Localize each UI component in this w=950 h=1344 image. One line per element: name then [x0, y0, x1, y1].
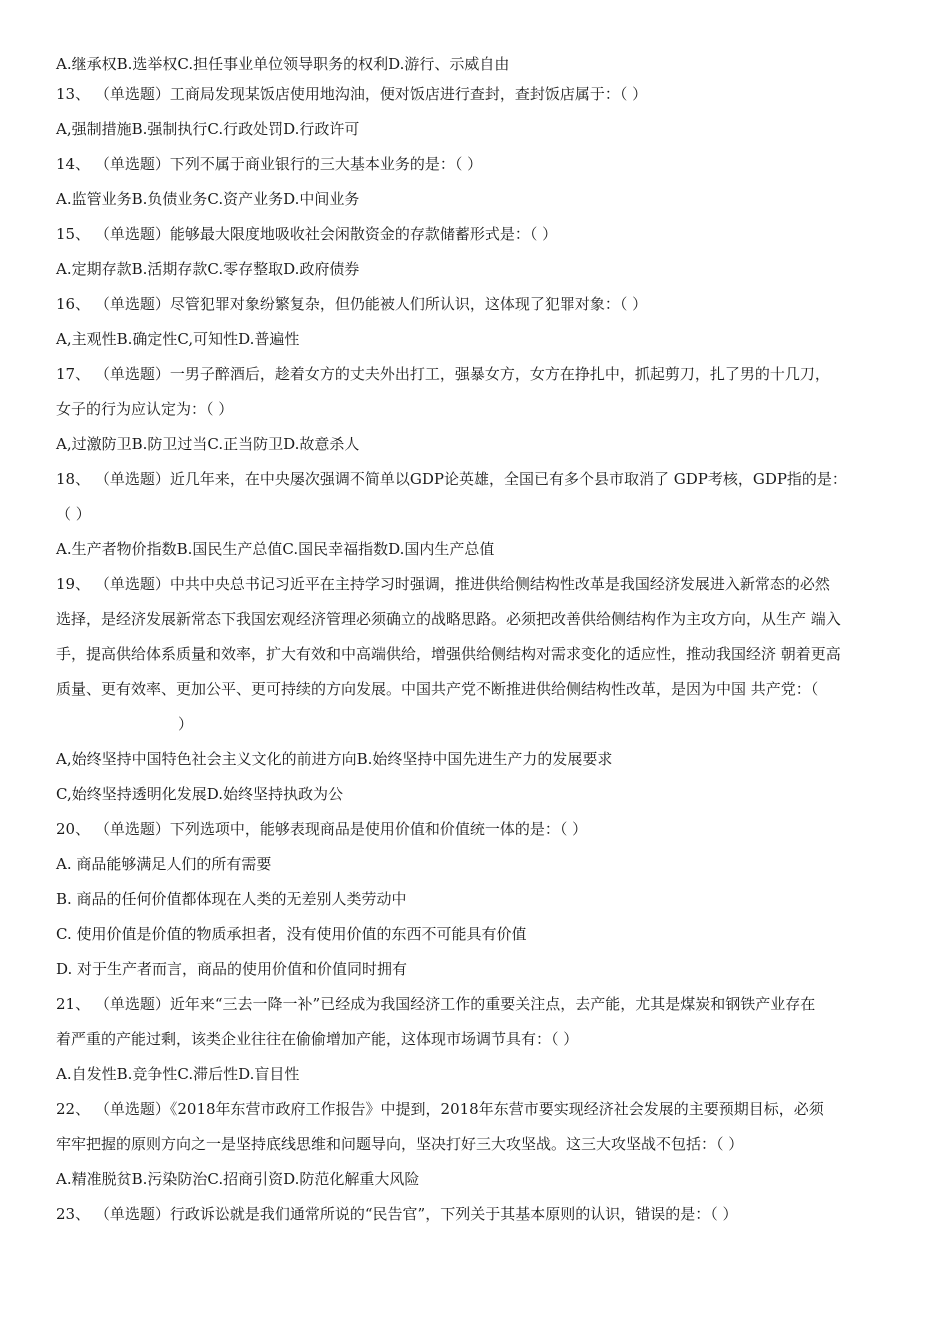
q19-stem-line1: 19、 （单选题）中共中央总书记习近平在主持学习时强调，推进供给侧结构性改革是我国经济发展进入新常态的必然: [56, 575, 830, 593]
q15-options: A.定期存款B.活期存款C.零存整取D.政府债券: [56, 260, 360, 278]
q23-stem: 23、 （单选题）行政诉讼就是我们通常所说的“民告官”，下列关于其基本原则的认识，错误的是：（ ）: [56, 1205, 738, 1223]
q21-stem-line2: 着严重的产能过剩，该类企业往往在偷偷增加产能，这体现市场调节具有：（ ）: [56, 1030, 579, 1048]
q18-options: A.生产者物价指数B.国民生产总值C.国民幸福指数D.国内生产总值: [56, 540, 495, 558]
q17-stem-line2: 女子的行为应认定为：（ ）: [56, 400, 234, 418]
q18-stem-line1: 18、 （单选题）近几年来，在中央屡次强调不简单以GDP论英雄，全国已有多个县市取消了 GDP考核，GDP指的是：: [56, 470, 847, 488]
q22-stem-line1: 22、 （单选题）《2018年东营市政府工作报告》中提到，2018年东营市要实现经济社会发展的主要预期目标，必须: [56, 1100, 824, 1118]
q20-option-d: D. 对于生产者而言，商品的使用价值和价值同时拥有: [56, 960, 408, 978]
q17-options: A,过激防卫B.防卫过当C.正当防卫D.故意杀人: [56, 435, 360, 453]
q16-options: A,主观性B.确定性C,可知性D.普遍性: [56, 330, 300, 348]
q19-stem-line2: 选择，是经济发展新常态下我国宏观经济管理必须确立的战略思路。必须把改善供给侧结构作为主攻方向，从生产 端入: [56, 610, 841, 628]
q19-options-line1: A,始终坚持中国特色社会主义文化的前进方向B.始终坚持中国先进生产力的发展要求: [56, 750, 613, 768]
q22-stem-line2: 牢牢把握的原则方向之一是坚持底线思维和问题导向，坚决打好三大攻坚战。这三大攻坚战不包括：（ ）: [56, 1135, 744, 1153]
q13-stem: 13、 （单选题）工商局发现某饭店使用地沟油，便对饭店进行查封，查封饭店属于：（ ）: [56, 85, 648, 103]
q21-stem-line1: 21、 （单选题）近年来“三去一降一补”已经成为我国经济工作的重要关注点，去产能，尤其是煤炭和钢铁产业存在: [56, 995, 816, 1013]
q20-option-b: B. 商品的任何价值都体现在人类的无差别人类劳动中: [56, 890, 407, 908]
q19-stem-line3: 手，提高供给体系质量和效率，扩大有效和中高端供给，增强供给侧结构对需求变化的适应性，推动我国经济 朝着更高: [56, 645, 841, 663]
q13-options: A,强制措施B.强制执行C.行政处罚D.行政许可: [56, 120, 360, 138]
q17-stem-line1: 17、 （单选题）一男子醉酒后，趁着女方的丈夫外出打工，强暴女方，女方在挣扎中，抓起剪刀，扎了男的十几刀，: [56, 365, 830, 383]
q19-stem-line4: 质量、更有效率、更加公平、更可持续的方向发展。中国共产党不断推进供给侧结构性改革，是因为中国 共产党：（: [56, 680, 819, 698]
q16-stem: 16、 （单选题）尽管犯罪对象纷繁复杂，但仍能被人们所认识，这体现了犯罪对象：（ ）: [56, 295, 648, 313]
q12-options: A.继承权B.选举权C.担任事业单位领导职务的权利D.游行、示威自由: [56, 55, 510, 73]
q22-options: A.精准脱贫B.污染防治C.招商引资D.防范化解重大风险: [56, 1170, 420, 1188]
q14-stem: 14、 （单选题）下列不属于商业银行的三大基本业务的是：（ ）: [56, 155, 483, 173]
q18-stem-line2: （ ）: [56, 505, 91, 523]
q20-option-c: C. 使用价值是价值的物质承担者，没有使用价值的东西不可能具有价值: [56, 925, 527, 943]
q21-options: A.自发性B.竞争性C.滞后性D.盲目性: [56, 1065, 300, 1083]
q20-stem: 20、 （单选题）下列选项中，能够表现商品是使用价值和价值统一体的是：（ ）: [56, 820, 588, 838]
q15-stem: 15、 （单选题）能够最大限度地吸收社会闲散资金的存款储蓄形式是：（ ）: [56, 225, 558, 243]
q19-options-line2: C,始终坚持透明化发展D.始终坚持执政为公: [56, 785, 343, 803]
q14-options: A.监管业务B.负债业务C.资产业务D.中间业务: [56, 190, 360, 208]
q19-stem-line5: ）: [178, 715, 194, 733]
q20-option-a: A. 商品能够满足人们的所有需要: [56, 855, 272, 873]
